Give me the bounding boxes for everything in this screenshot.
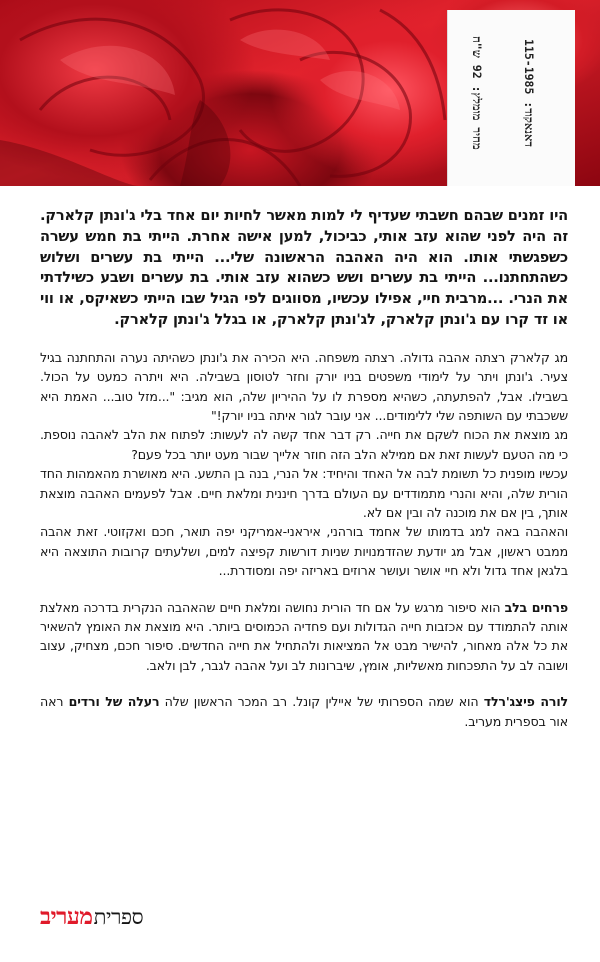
about-book	[40, 598, 568, 676]
synopsis-paragraph: מג מוצאת את הכוח לשקם את חייה. רק דבר אחד קשה לה לעשות: לפתוח את הלב לאהבה נוספת. כי מה הטעם לעשות זאת אם ממילא הלב הזה חוזר אלייך שבור מעט יותר בכל פעם?	[40, 427, 568, 462]
about-author	[40, 692, 568, 731]
barcode-sticker	[447, 10, 575, 186]
intro-quote: היו זמנים שבהם חשבתי שעדיף לי למות מאשר לחיות יום אחד בלי ג'ונתן קלארק. זה היה לפני שהוא עזב אותי, כביכול, למען אישה אחרת. הייתי בת חמש עשרה כשפגשתי אותו. הוא היה האהבה הראשונה שלי... הייתי בת עשרים ושלוש כשהתחתנו... הייתי בת עשרים ושש כשהוא עזב אותי. בת עשרים ושבע כשילדתי את הנרי. ...מרבית חיי, אפילו עכשיו, מסווגים לפי הגיל שבו הייתי כשאיקס, או ווי או זד קרו עם ג'ונתן קלארק, לג'ונתן קלארק, או בגלל ג'ונתן קלארק.	[40, 207, 568, 328]
author-name: לורה פיצג'רלד	[483, 694, 569, 710]
synopsis-paragraph: והאהבה באה למג בדמותו של אחמד בורהני, איראני-אמריקני יפה תואר, חכם ואקזוטי. זאת אהבה ממבט ראשון, אבל מג יודעת שהזדמנויות שניות דורשות קפיצה למים, ושלעתים קרובות התוצאה היא בלגאן אחד גדול ולא חיי אושר ועושר ארוזים באריזה יפה ומסודרת...	[40, 524, 568, 579]
book-title: פרחים בלב	[504, 599, 568, 615]
synopsis-paragraph: מג קלארק רצתה אהבה גדולה. רצתה משפחה. היא הכירה את ג'ונתן כשהיתה נערה והתחתנה בגיל צעיר. ג'ונתן ויתר על לימודי משפטים בניו יורק וחזר לטוסון בשבילה. היא ויתרה כמעט על הכול. בשבילו. אבל, להפתעתה, כשהיא מספרת לו על ההיריון שלה, הוא מגיב: "...מזל טוב... האמת היא ששכבתי עם השותפה שלי ללימודים... אני עובר לגור איתה בניו יורק!"	[40, 349, 568, 423]
price-label: מחיר מומלץ: 92 ש"ח	[470, 36, 484, 150]
author-text-end: ראה אור בספרית מעריב.	[40, 694, 568, 729]
debut-book-title: רעלה של ורדים	[68, 694, 160, 710]
publisher-logo	[40, 903, 143, 929]
synopsis-paragraph: עכשיו מופנית כל תשומת לבה אל האחד והיחיד: אל הנרי, בנה בן התשע. היא מאושרת מהאמהות החד הורית שלה, והיא והנרי מתמודדים עם העולם בדרך חיננית ומלאת חיים. אבל לפעמים האהבה מוצאת אותך, בין אם את מוכנה לה ובין אם לא.	[40, 466, 568, 521]
author-text: הוא שמה הספרותי של איילין קונל. רב המכר הראשון שלה	[159, 694, 484, 710]
synopsis	[40, 348, 568, 581]
rose-photo	[0, 0, 600, 186]
about-text: הוא סיפור מרגש על אם חד הורית נחושה ומלאת חיים שהאהבה הנקרית בדרכה מאלצת אותה להתמודד עם אכזבות חייה הגדולות ועם פחדיה הכמוסים ביותר. היא מוצאת את האומץ להשאיר את כל אלה מאחור, להישיר מבט אל המציאות ולהתחיל את חייה החדשים. סיפור חכם, מצחיק, עצוב ושובה לב על התפכחות מאשליות, אומץ, שיברונות לב ועל אהבה לגבר, לבן ולאב.	[40, 599, 568, 673]
publisher-name: מעריב	[40, 903, 93, 930]
back-cover-text	[40, 206, 568, 731]
dana-code-label: דאנאקוד: 115-1985	[522, 39, 536, 147]
publisher-prefix: ספרית	[93, 905, 144, 929]
